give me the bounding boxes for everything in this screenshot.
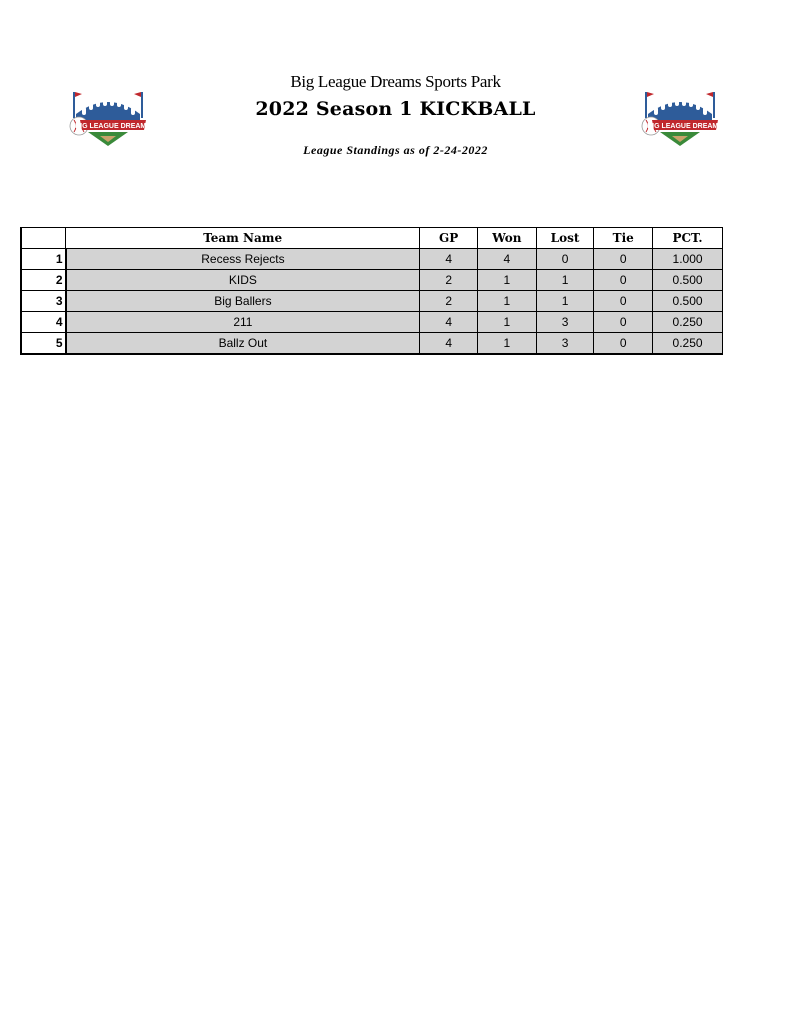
gp-cell: 2	[420, 291, 478, 312]
tie-cell: 0	[594, 270, 653, 291]
pct-cell: 0.500	[653, 291, 723, 312]
rank-cell: 2	[21, 270, 66, 291]
pct-cell: 0.500	[653, 270, 723, 291]
park-name: Big League Dreams Sports Park	[290, 72, 501, 91]
lost-cell: 3	[536, 312, 594, 333]
pct-cell: 0.250	[653, 312, 723, 333]
table-row	[21, 312, 723, 333]
lost-cell: 0	[536, 249, 594, 270]
column-header-lost: Lost	[536, 228, 594, 249]
gp-cell: 2	[420, 270, 478, 291]
rank-cell: 5	[21, 333, 66, 355]
page-header	[0, 0, 791, 200]
rank-cell: 3	[21, 291, 66, 312]
table-row	[21, 291, 723, 312]
column-header-gp: GP	[420, 228, 478, 249]
column-header-tie: Tie	[594, 228, 653, 249]
big-league-dreams-logo-right	[638, 88, 722, 150]
team-name-cell: KIDS	[66, 270, 420, 291]
season-title: 2022 Season 1 KICKBALL	[255, 98, 536, 120]
rank-cell: 1	[21, 249, 66, 270]
gp-cell: 4	[420, 249, 478, 270]
pct-cell: 1.000	[653, 249, 723, 270]
svg-text:BIG LEAGUE DREAMS: BIG LEAGUE DREAMS	[75, 123, 150, 130]
tie-cell: 0	[594, 333, 653, 355]
column-header-pct: PCT.	[653, 228, 723, 249]
table-header-row	[21, 228, 723, 249]
won-cell: 1	[478, 333, 537, 355]
standings-table	[20, 227, 723, 355]
rank-cell: 4	[21, 312, 66, 333]
team-name-cell: Recess Rejects	[66, 249, 420, 270]
tie-cell: 0	[594, 249, 653, 270]
pct-cell: 0.250	[653, 333, 723, 355]
table-row	[21, 249, 723, 270]
lost-cell: 3	[536, 333, 594, 355]
team-name-cell: Big Ballers	[66, 291, 420, 312]
team-name-cell: 211	[66, 312, 420, 333]
column-header-rank	[21, 228, 66, 249]
won-cell: 1	[478, 312, 537, 333]
won-cell: 1	[478, 270, 537, 291]
column-header-won: Won	[478, 228, 537, 249]
standings-date: League Standings as of 2-24-2022	[303, 143, 488, 157]
svg-text:BIG LEAGUE DREAMS: BIG LEAGUE DREAMS	[647, 123, 722, 130]
team-name-cell: Ballz Out	[66, 333, 420, 355]
lost-cell: 1	[536, 291, 594, 312]
column-header-team-name: Team Name	[66, 228, 420, 249]
lost-cell: 1	[536, 270, 594, 291]
table-row	[21, 333, 723, 355]
tie-cell: 0	[594, 312, 653, 333]
table-row	[21, 270, 723, 291]
tie-cell: 0	[594, 291, 653, 312]
gp-cell: 4	[420, 312, 478, 333]
won-cell: 1	[478, 291, 537, 312]
won-cell: 4	[478, 249, 537, 270]
gp-cell: 4	[420, 333, 478, 355]
